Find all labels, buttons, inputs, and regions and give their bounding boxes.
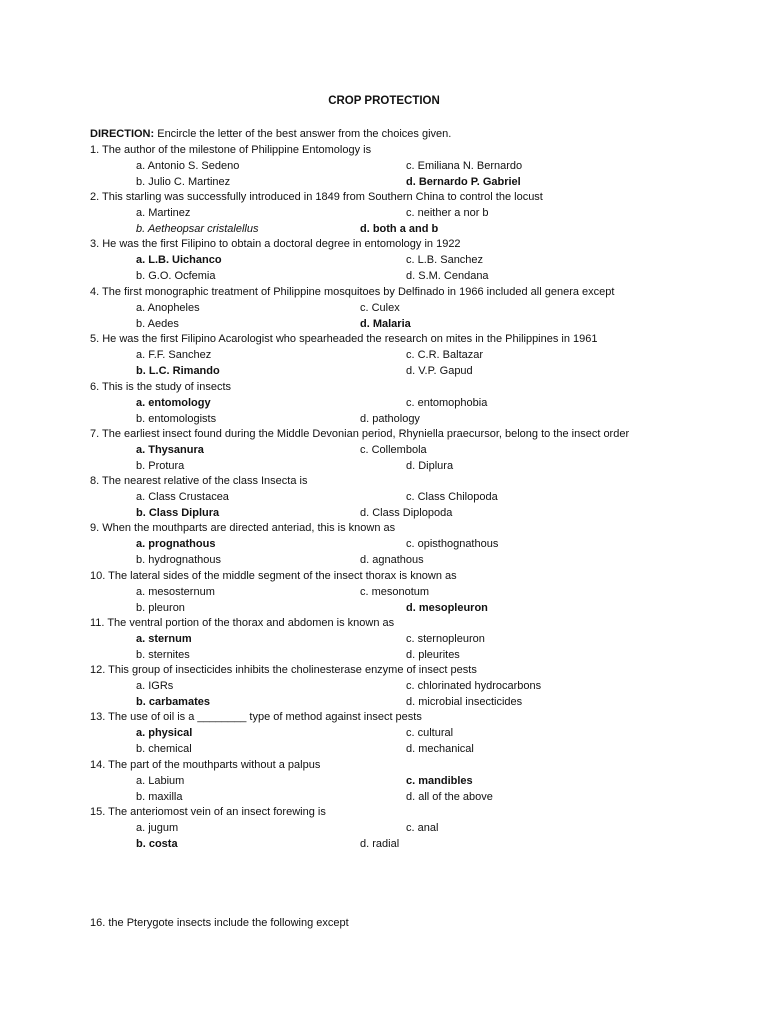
question-6-choice-b[interactable]: b. entomologists — [136, 412, 217, 425]
question-4-text: 4. The first monographic treatment of Philippine mosquitoes by Delfinado in 1966 included all genera except — [90, 286, 615, 298]
question-13-choice-c[interactable]: c. cultural — [406, 726, 454, 739]
question-14-choice-a[interactable]: a. Labium — [136, 774, 185, 787]
question-11-choice-c[interactable]: c. sternopleuron — [406, 632, 485, 645]
question-1-text: 1. The author of the milestone of Philippine Entomology is — [90, 144, 372, 156]
question-12-text: 12. This group of insecticides inhibits the cholinesterase enzyme of insect pests — [90, 664, 477, 676]
question-8-choice-d[interactable]: d. Class Diplopoda — [360, 506, 453, 519]
question-11-text: 11. The ventral portion of the thorax and abdomen is known as — [90, 617, 395, 629]
question-6-choice-a[interactable]: a. entomology — [136, 396, 211, 409]
question-4-choice-b[interactable]: b. Aedes — [136, 317, 179, 330]
question-2-choice-a[interactable]: a. Martinez — [136, 206, 191, 219]
question-1-choice-a[interactable]: a. Antonio S. Sedeno — [136, 159, 240, 172]
question-5-choice-c[interactable]: c. C.R. Baltazar — [406, 348, 484, 361]
question-15-choice-b[interactable]: b. costa — [136, 837, 178, 850]
question-7-choice-d[interactable]: d. Diplura — [406, 459, 454, 472]
question-9-choice-c[interactable]: c. opisthognathous — [406, 537, 499, 550]
question-6-choice-c[interactable]: c. entomophobia — [406, 396, 488, 409]
question-9-text: 9. When the mouthparts are directed anteriad, this is known as — [90, 522, 396, 534]
direction-label: DIRECTION: — [90, 128, 155, 140]
question-12-choice-c[interactable]: c. chlorinated hydrocarbons — [406, 679, 542, 692]
direction-line — [90, 127, 451, 141]
question-3-choice-d[interactable]: d. S.M. Cendana — [406, 269, 489, 282]
question-3-choice-a[interactable]: a. L.B. Uichanco — [136, 253, 222, 266]
question-7-choice-a[interactable]: a. Thysanura — [136, 443, 204, 456]
question-8-choice-a[interactable]: a. Class Crustacea — [136, 490, 229, 503]
question-2-choice-d[interactable]: d. both a and b — [360, 222, 439, 235]
question-13-choice-d[interactable]: d. mechanical — [406, 742, 474, 755]
question-13-choice-a[interactable]: a. physical — [136, 726, 193, 739]
question-10-text: 10. The lateral sides of the middle segment of the insect thorax is known as — [90, 570, 457, 582]
question-1-choice-c[interactable]: c. Emiliana N. Bernardo — [406, 159, 523, 172]
question-15-choice-c[interactable]: c. anal — [406, 821, 439, 834]
question-2-text: 2. This starling was successfully introduced in 1849 from Southern China to control the locust — [90, 191, 543, 203]
question-5-choice-d[interactable]: d. V.P. Gapud — [406, 364, 473, 377]
question-5-text: 5. He was the first Filipino Acarologist who spearheaded the research on mites in the Philippines in 1961 — [90, 333, 598, 345]
question-11-choice-b[interactable]: b. sternites — [136, 648, 190, 661]
question-9-choice-a[interactable]: a. prognathous — [136, 537, 216, 550]
question-1-choice-d[interactable]: d. Bernardo P. Gabriel — [406, 175, 521, 188]
question-4-choice-c[interactable]: c. Culex — [360, 301, 400, 314]
question-11-choice-d[interactable]: d. pleurites — [406, 648, 460, 661]
question-7-choice-b[interactable]: b. Protura — [136, 459, 185, 472]
question-5-choice-a[interactable]: a. F.F. Sanchez — [136, 348, 212, 361]
question-3-choice-b[interactable]: b. G.O. Ocfemia — [136, 269, 216, 282]
question-9-choice-d[interactable]: d. agnathous — [360, 553, 424, 566]
question-16-text: 16. the Pterygote insects include the following except — [90, 917, 349, 929]
question-8-choice-b[interactable]: b. Class Diplura — [136, 506, 220, 519]
question-5-choice-b[interactable]: b. L.C. Rimando — [136, 364, 220, 377]
question-14-choice-b[interactable]: b. maxilla — [136, 790, 183, 803]
page-title: CROP PROTECTION — [328, 95, 440, 107]
question-11-choice-a[interactable]: a. sternum — [136, 632, 192, 645]
question-3-choice-c[interactable]: c. L.B. Sanchez — [406, 253, 484, 266]
question-15-choice-a[interactable]: a. jugum — [136, 821, 179, 834]
question-10-choice-c[interactable]: c. mesonotum — [360, 585, 430, 598]
question-2-choice-c[interactable]: c. neither a nor b — [406, 206, 489, 219]
question-4-choice-a[interactable]: a. Anopheles — [136, 301, 200, 314]
question-4-choice-d[interactable]: d. Malaria — [360, 317, 411, 330]
question-15-choice-d[interactable]: d. radial — [360, 837, 400, 850]
question-13-choice-b[interactable]: b. chemical — [136, 742, 192, 755]
question-14-choice-d[interactable]: d. all of the above — [406, 790, 493, 803]
question-9-choice-b[interactable]: b. hydrognathous — [136, 553, 222, 566]
question-15-text: 15. The anteriomost vein of an insect forewing is — [90, 806, 326, 818]
question-12-choice-b[interactable]: b. carbamates — [136, 695, 210, 708]
question-14-text: 14. The part of the mouthparts without a palpus — [90, 759, 321, 771]
question-10-choice-d[interactable]: d. mesopleuron — [406, 601, 488, 614]
question-7-choice-c[interactable]: c. Collembola — [360, 443, 427, 456]
question-1-choice-b[interactable]: b. Julio C. Martinez — [136, 175, 231, 188]
question-10-choice-b[interactable]: b. pleuron — [136, 601, 185, 614]
question-12-choice-d[interactable]: d. microbial insecticides — [406, 695, 523, 708]
question-7-text: 7. The earliest insect found during the Middle Devonian period, Rhyniella praecursor, belong to the insect order — [90, 428, 630, 440]
question-2-choice-b[interactable]: b. Aetheopsar cristalellus — [136, 222, 259, 235]
direction-text: Encircle the letter of the best answer from the choices given. — [154, 128, 452, 140]
question-14-choice-c[interactable]: c. mandibles — [406, 774, 473, 787]
question-13-text: 13. The use of oil is a ________ type of method against insect pests — [90, 711, 422, 723]
question-6-text: 6. This is the study of insects — [90, 381, 232, 393]
question-12-choice-a[interactable]: a. IGRs — [136, 679, 174, 692]
question-8-choice-c[interactable]: c. Class Chilopoda — [406, 490, 498, 503]
question-8-text: 8. The nearest relative of the class Insecta is — [90, 475, 308, 487]
question-10-choice-a[interactable]: a. mesosternum — [136, 585, 215, 598]
question-3-text: 3. He was the first Filipino to obtain a doctoral degree in entomology in 1922 — [90, 238, 461, 250]
question-6-choice-d[interactable]: d. pathology — [360, 412, 420, 425]
